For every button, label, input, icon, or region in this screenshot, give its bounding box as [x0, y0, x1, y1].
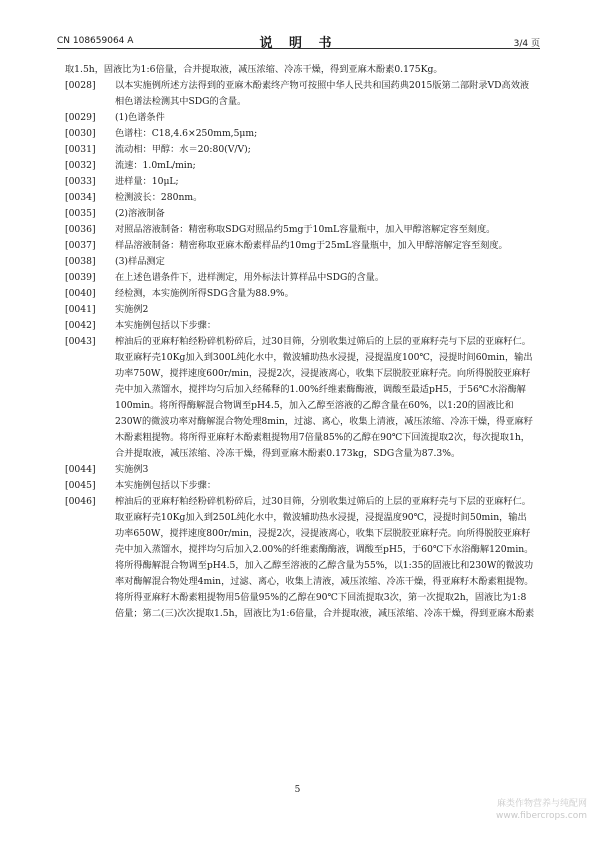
paragraph-number: [0041]: [65, 304, 96, 315]
paragraph-number: [0032]: [65, 160, 96, 171]
paragraph-text: (3)样品测定: [115, 256, 165, 267]
paragraph: [65, 126, 535, 142]
paragraph-number: [0029]: [65, 112, 96, 123]
publication-number: CN 108659064 A: [57, 36, 134, 46]
paragraph-number: [0034]: [65, 192, 96, 203]
paragraph-text: 榨油后的亚麻籽粕经粉碎机粉碎后，过30目筛，分别收集过筛后的上层的亚麻籽壳与下层的亚麻籽仁。取亚麻籽壳10Kg加入到300L纯化水中，微波辅助热水浸提，浸提温度100℃，浸提时间60min，输出功率750W，搅拌速度600r/min，浸提2次，浸提液离心，收集下层脱胶亚麻籽壳。向所得脱胶亚麻籽壳中加入蒸馏水，搅拌均匀后加入经稀释的1.00%纤维素酶酶液，调酸至最适pH5，于56℃水浴酶解100min。将所得酶解混合物调至pH4.5，加入乙醇至溶液的乙醇含量在60%，以1:20的固液比和230W的微波功率对酶解混合物处理8min，过滤、离心，收集上清液，减压浓缩、冷冻干燥，得亚麻籽木酚素粗提物。将所得亚麻籽木酚素粗提物用7倍量85%的乙醇在90℃下回流提取2次，每次提取1h，合并提取液，减压浓缩、冷冻干燥，得到亚麻木酚素0.173kg，SDG含量为87.3%。: [115, 336, 533, 459]
paragraph: [65, 174, 535, 190]
paragraph-number: [0035]: [65, 208, 96, 219]
paragraph: [65, 190, 535, 206]
paragraph: [65, 222, 535, 238]
paragraph-text: 流速：1.0mL/min;: [115, 160, 196, 171]
paragraph: [65, 254, 535, 270]
watermark-site-name: 麻类作物营养与纯配网: [496, 799, 587, 809]
paragraph-text: 检测波长：280nm。: [115, 192, 203, 203]
paragraph: [65, 286, 535, 302]
paragraph-number: [0042]: [65, 320, 96, 331]
paragraph: [65, 142, 535, 158]
page-header: [57, 32, 540, 49]
paragraph-text: 实施例3: [115, 464, 149, 475]
paragraph-text: 样品溶液制备：精密称取亚麻木酚素样品约10mg于25mL容量瓶中，加入甲醇溶解定容至刻度。: [115, 240, 508, 251]
watermark-url: www.fibercrops.com: [496, 811, 587, 821]
document-body: [65, 62, 535, 622]
paragraph-number: [0045]: [65, 480, 96, 491]
paragraph-text: 以本实施例所述方法得到的亚麻木酚素终产物可按照中华人民共和国药典2015版第二部附录VD高效液相色谱法检测其中SDG的含量。: [115, 80, 530, 107]
paragraph: [65, 62, 535, 78]
paragraph: [65, 78, 535, 110]
paragraph: [65, 206, 535, 222]
paragraph-text: 本实施例包括以下步骤：: [115, 320, 217, 331]
paragraph-text: (2)溶液制备: [115, 208, 165, 219]
paragraph-number: [0039]: [65, 272, 96, 283]
paragraph-text: 经检测，本实施例所得SDG含量为88.9%。: [115, 288, 294, 299]
paragraph-number: [0037]: [65, 240, 96, 251]
paragraph-number: [0038]: [65, 256, 96, 267]
paragraph: [65, 158, 535, 174]
paragraph-text: 取1.5h，固液比为1:6倍量，合并提取液，减压浓缩、冷冻干燥，得到亚麻木酚素0.175Kg。: [65, 64, 443, 75]
paragraph-number: [0046]: [65, 496, 96, 507]
paragraph: [65, 110, 535, 126]
paragraph-number: [0043]: [65, 336, 96, 347]
paragraph: [65, 462, 535, 478]
paragraph-text: 对照品溶液制备：精密称取SDG对照品约5mg于10mL容量瓶中，加入甲醇溶解定容至刻度。: [115, 224, 496, 235]
document-title: 说 明 书: [259, 36, 338, 51]
paragraph-text: 本实施例包括以下步骤：: [115, 480, 217, 491]
paragraph: [65, 302, 535, 318]
paragraph: [65, 318, 535, 334]
paragraph-text: 榨油后的亚麻籽粕经粉碎机粉碎后，过30目筛，分别收集过筛后的上层的亚麻籽壳与下层的亚麻籽仁。取亚麻籽壳10Kg加入到250L纯化水中，微波辅助热水浸提，浸提温度90℃，浸提时间50min，输出功率650W，搅拌速度800r/min，浸提2次，浸提液离心，收集下层脱胶亚麻籽壳。向所得脱胶亚麻籽壳中加入蒸馏水，搅拌均匀后加入2.00%的纤维素酶酶液，调酸至pH5，于60℃下水浴酶解120min。将所得酶解混合物调至pH4.5，加入乙醇至溶液的乙醇含量为55%，以1:35的固液比和230W的微波功率对酶解混合物处理4min，过滤、离心，收集上清液，减压浓缩、冷冻干燥，得亚麻籽木酚素粗提物。将所得亚麻籽木酚素粗提物用5倍量95%的乙醇在90℃下回流提取3次，第一次提取2h，固液比为1:8倍量；第二(三)次次提取1.5h，固液比为1:6倍量，合并提取液，减压浓缩、冷冻干燥，得到亚麻木酚素: [115, 496, 535, 619]
paragraph: [65, 238, 535, 254]
paragraph-text: 实施例2: [115, 304, 149, 315]
paragraph-text: 在上述色谱条件下，进样测定，用外标法计算样品中SDG的含量。: [115, 272, 385, 283]
paragraph-text: 进样量：10μL;: [115, 176, 179, 187]
paragraph-number: [0028]: [65, 80, 96, 91]
paragraph-text: 流动相：甲醇：水＝20:80(V/V);: [115, 144, 251, 155]
page-indicator: 3/4 页: [513, 39, 540, 49]
paragraph-number: [0031]: [65, 144, 96, 155]
paragraph-text: 色谱柱：C18,4.6×250mm,5μm;: [115, 128, 258, 139]
paragraph-number: [0030]: [65, 128, 96, 139]
paragraph-number: [0033]: [65, 176, 96, 187]
watermark: [496, 798, 587, 822]
paragraph-number: [0044]: [65, 464, 96, 475]
paragraph-text: (1)色谱条件: [115, 112, 165, 123]
paragraph-number: [0040]: [65, 288, 96, 299]
paragraph-number: [0036]: [65, 224, 96, 235]
paragraph: [65, 334, 535, 462]
paragraph: [65, 270, 535, 286]
paragraph: [65, 494, 535, 622]
page-number: 5: [294, 785, 301, 795]
paragraph: [65, 478, 535, 494]
